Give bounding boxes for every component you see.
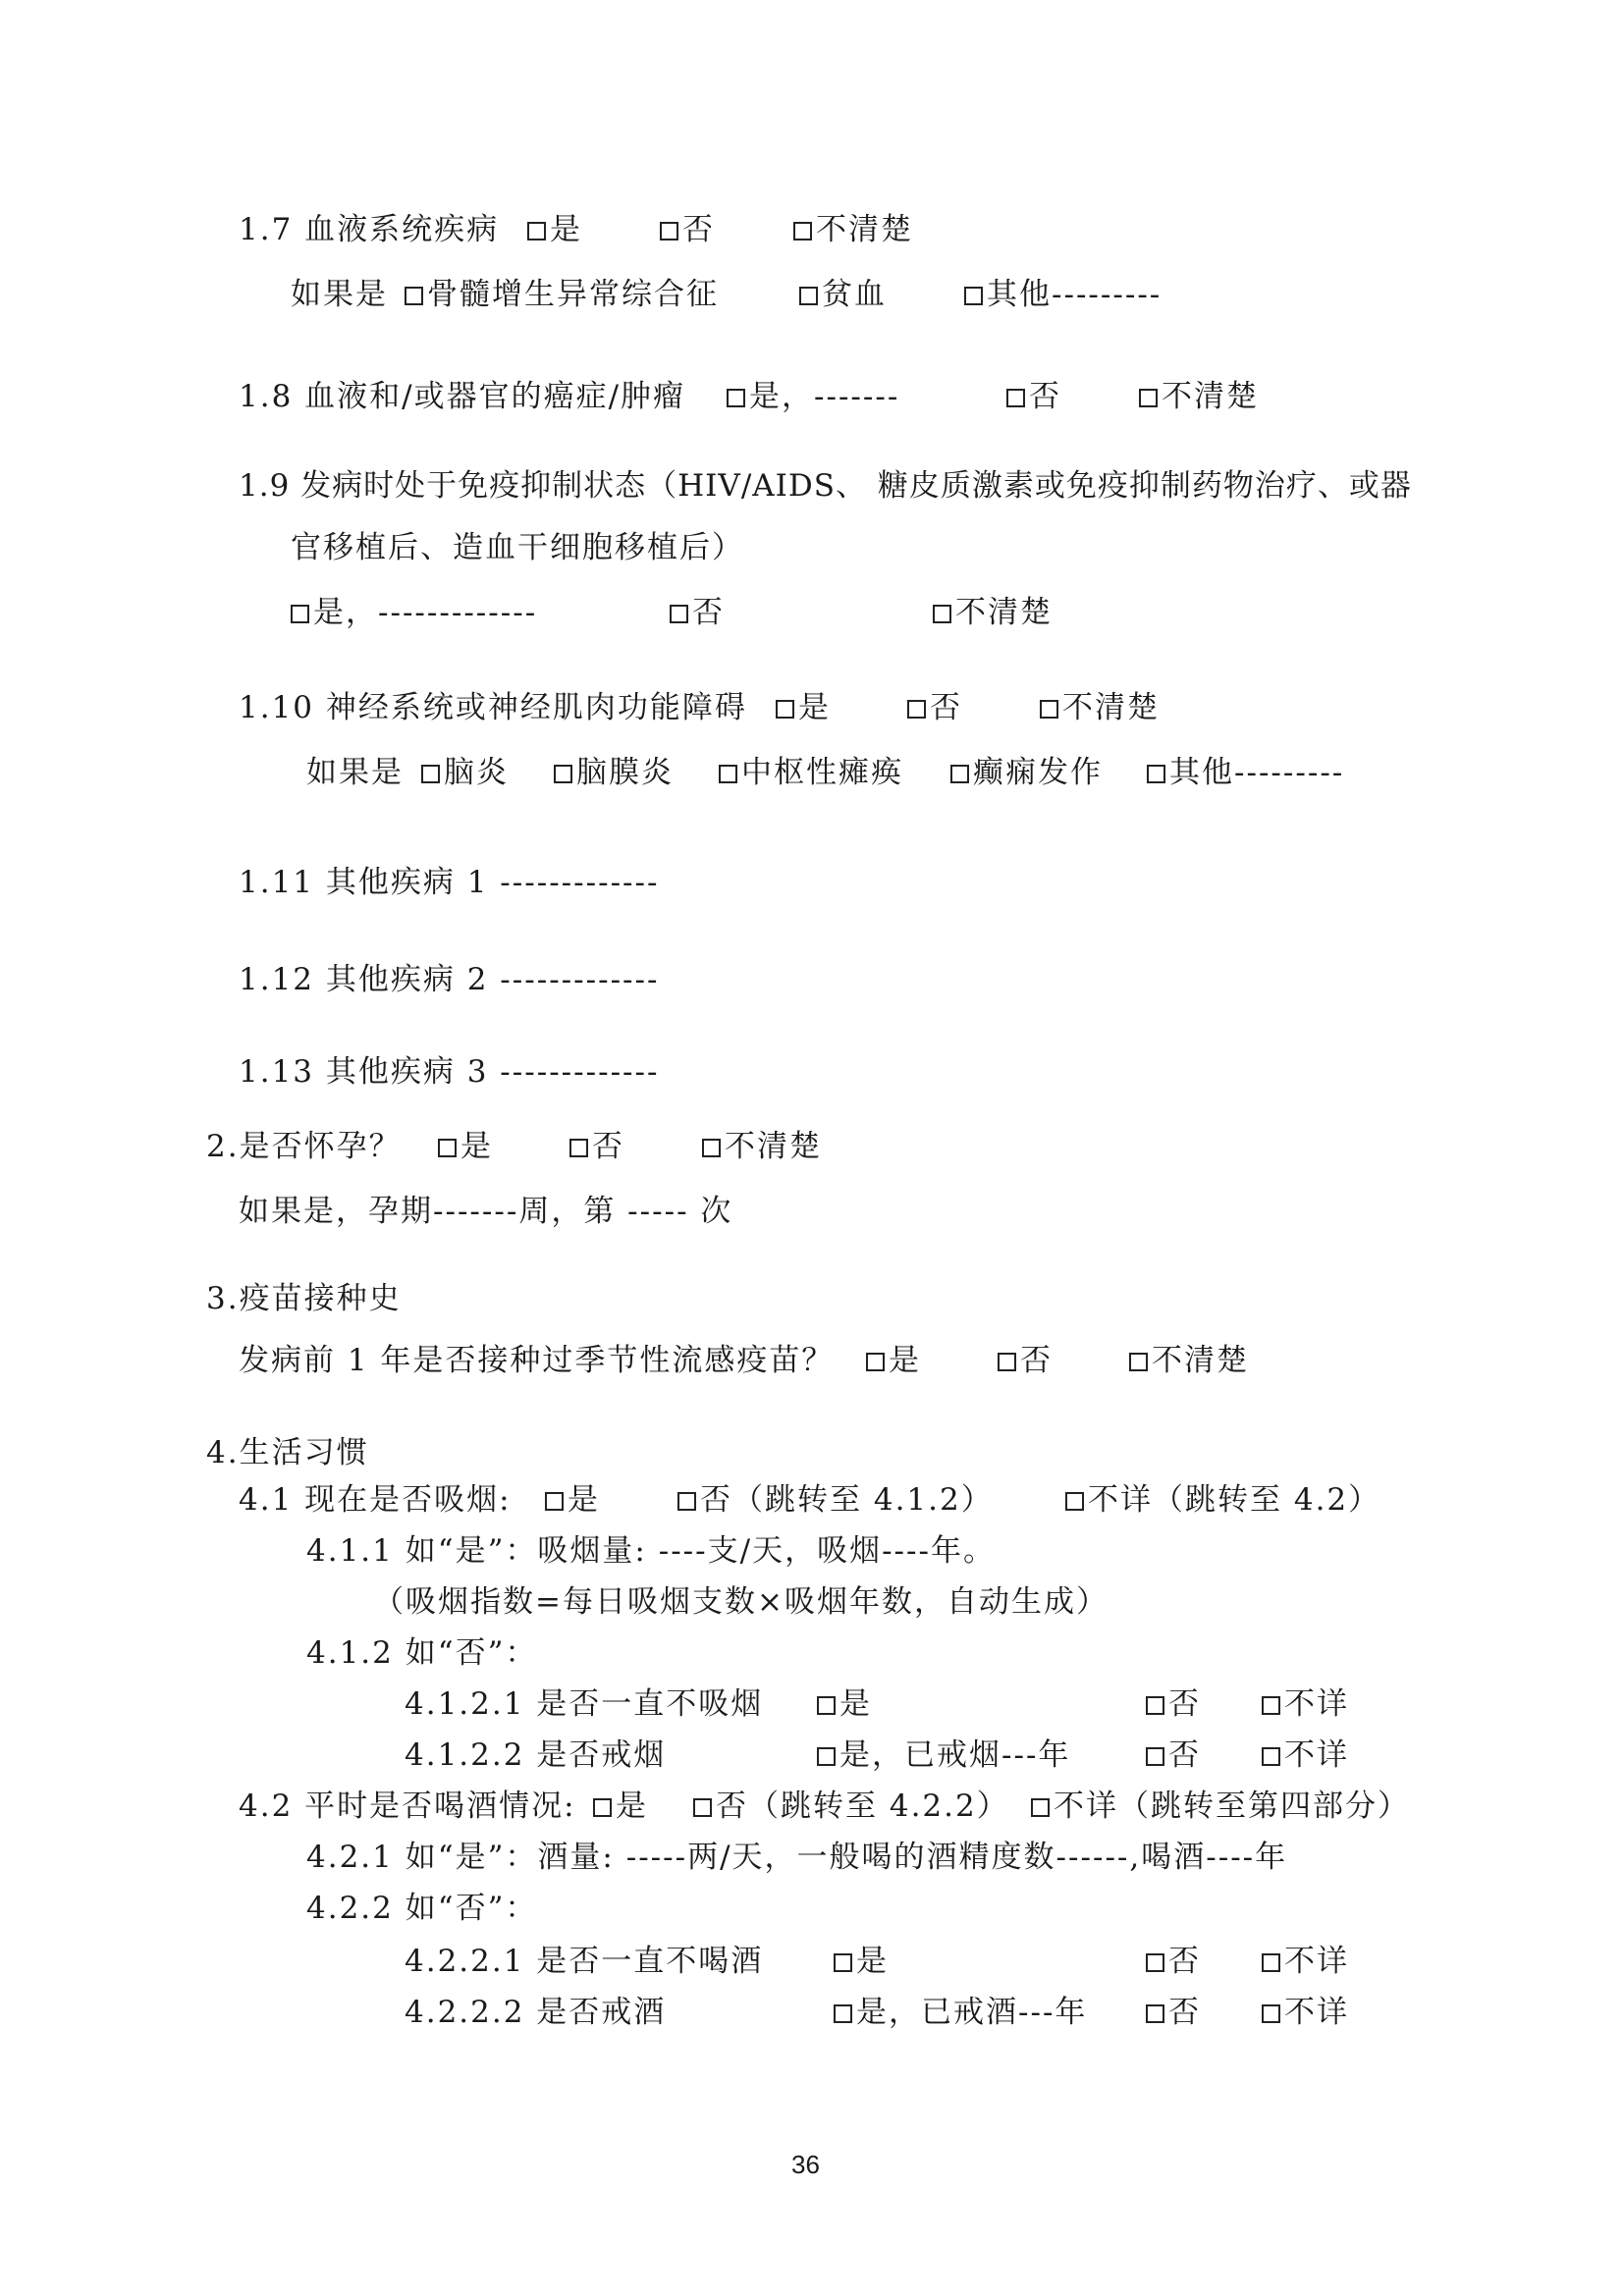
item-1-8-yes-option[interactable]: 是，------- (727, 382, 899, 412)
item-1-9-yes-option[interactable]: 是，------------- (291, 598, 537, 628)
checkbox[interactable] (702, 1139, 721, 1157)
checkbox[interactable] (866, 1353, 885, 1371)
q4-1-2-2-no-option[interactable]: 否 (1146, 1740, 1201, 1771)
item-1-7-unknown-option[interactable]: 不清楚 (793, 215, 913, 245)
checkbox[interactable] (1129, 1353, 1148, 1371)
checkbox[interactable] (964, 287, 983, 305)
item-1-10-sub-option-5[interactable]: 其他--------- (1147, 758, 1344, 788)
checkbox[interactable] (1146, 1696, 1164, 1715)
item-1-7-if-yes-label: 如果是 (291, 277, 388, 312)
checkbox[interactable] (1146, 1747, 1164, 1766)
checkbox[interactable] (817, 1696, 836, 1715)
checkbox[interactable] (1262, 1696, 1280, 1715)
section-2-yes-option[interactable]: 是 (438, 1132, 493, 1162)
checkbox[interactable] (1262, 2004, 1280, 2023)
item-1-7-sub-option-2[interactable]: 贫血 (799, 280, 887, 310)
item-1-10-sub-option-4[interactable]: 癫痫发作 (950, 758, 1103, 788)
q4-1-2-1-label: 4.1.2.1 是否一直不吸烟 (405, 1686, 764, 1722)
item-1-9-text-line-1: 1.9 发病时处于免疫抑制状态（HIV/AIDS、 糖皮质激素或免疫抑制药物治疗、或器 (239, 468, 1412, 504)
checkbox[interactable] (907, 700, 926, 719)
checkbox[interactable] (438, 1139, 457, 1157)
section-2-pregnancy-detail: 如果是，孕期-------周，第 ----- 次 (239, 1194, 733, 1229)
section-4-title: 4.生活习惯 (206, 1435, 369, 1470)
item-1-12-other-disease: 1.12 其他疾病 2 ------------- (239, 962, 660, 997)
q4-1-2-1-no-option[interactable]: 否 (1146, 1689, 1201, 1720)
section-3-question: 发病前 1 年是否接种过季节性流感疫苗？ (239, 1343, 835, 1378)
q4-2-2-label: 4.2.2 如“否”： (306, 1891, 538, 1926)
section-2-label: 2.是否怀孕？ (206, 1129, 402, 1164)
checkbox[interactable] (569, 1139, 588, 1157)
item-1-8-unknown-option[interactable]: 不清楚 (1139, 382, 1259, 412)
checkbox[interactable] (670, 605, 688, 623)
checkbox[interactable] (727, 389, 745, 407)
q4-1-2-1-unknown-option[interactable]: 不详 (1262, 1689, 1349, 1720)
q4-2-label: 4.2 平时是否喝酒情况: (239, 1789, 576, 1824)
item-1-8-no-option[interactable]: 否 (1006, 382, 1061, 412)
checkbox[interactable] (799, 287, 818, 305)
checkbox[interactable] (1147, 765, 1165, 783)
checkbox[interactable] (405, 287, 423, 305)
checkbox[interactable] (834, 2004, 852, 2023)
section-3-unknown-option[interactable]: 不清楚 (1129, 1346, 1249, 1376)
checkbox[interactable] (1262, 1953, 1280, 1972)
checkbox[interactable] (1006, 389, 1025, 407)
section-3-no-option[interactable]: 否 (998, 1346, 1053, 1376)
q4-1-2-1-yes-option[interactable]: 是 (817, 1689, 872, 1720)
item-1-10-sub-option-3[interactable]: 中枢性瘫痪 (719, 758, 903, 788)
item-1-10-sub-option-1[interactable]: 脑炎 (421, 758, 509, 788)
checkbox[interactable] (677, 1492, 696, 1511)
item-1-7-no-option[interactable]: 否 (660, 215, 715, 245)
checkbox[interactable] (834, 1953, 852, 1972)
q4-1-1-smoking-index-note: （吸烟指数=每日吸烟支数×吸烟年数，自动生成） (373, 1584, 1109, 1620)
q4-1-2-label: 4.1.2 如“否”： (306, 1635, 538, 1671)
q4-2-1-drinking-amount: 4.2.1 如“是”：酒量: -----两/天，一般喝的酒精度数------,喝酒----年 (306, 1840, 1288, 1875)
item-1-8-label: 1.8 血液和/或器官的癌症/肿瘤 (239, 379, 686, 414)
q4-2-yes-option[interactable]: 是 (593, 1791, 648, 1822)
item-1-9-text-line-2: 官移植后、造血干细胞移植后） (291, 530, 744, 565)
checkbox[interactable] (1031, 1798, 1050, 1817)
checkbox[interactable] (1262, 1747, 1280, 1766)
item-1-7-yes-option[interactable]: 是 (527, 215, 582, 245)
q4-1-yes-option[interactable]: 是 (545, 1485, 600, 1516)
q4-2-2-1-no-option[interactable]: 否 (1146, 1947, 1201, 1977)
checkbox[interactable] (1065, 1492, 1084, 1511)
q4-2-no-option[interactable]: 否（跳转至 4.2.2） (693, 1791, 1009, 1822)
item-1-10-sub-option-2[interactable]: 脑膜炎 (554, 758, 674, 788)
q4-1-unknown-option[interactable]: 不详（跳转至 4.2） (1065, 1485, 1380, 1516)
q4-2-2-2-unknown-option[interactable]: 不详 (1262, 1998, 1349, 2028)
item-1-10-yes-option[interactable]: 是 (776, 693, 831, 723)
section-2-no-option[interactable]: 否 (569, 1132, 624, 1162)
checkbox[interactable] (793, 222, 812, 240)
checkbox[interactable] (1146, 2004, 1164, 2023)
checkbox[interactable] (950, 765, 969, 783)
checkbox[interactable] (1139, 389, 1158, 407)
item-1-10-unknown-option[interactable]: 不清楚 (1040, 693, 1160, 723)
checkbox[interactable] (719, 765, 737, 783)
item-1-9-unknown-option[interactable]: 不清楚 (933, 598, 1053, 628)
checkbox[interactable] (421, 765, 440, 783)
section-2-unknown-option[interactable]: 不清楚 (702, 1132, 822, 1162)
checkbox[interactable] (817, 1747, 836, 1766)
section-3-yes-option[interactable]: 是 (866, 1346, 921, 1376)
q4-1-label: 4.1 现在是否吸烟: (239, 1482, 512, 1518)
q4-2-2-1-label: 4.2.2.1 是否一直不喝酒 (405, 1944, 764, 1979)
checkbox[interactable] (693, 1798, 712, 1817)
checkbox[interactable] (660, 222, 678, 240)
item-1-7-label: 1.7 血液系统疾病 (239, 212, 500, 247)
q4-2-2-2-label: 4.2.2.2 是否戒酒 (405, 1995, 667, 2030)
checkbox[interactable] (933, 605, 951, 623)
section-3-title: 3.疫苗接种史 (206, 1281, 402, 1316)
q4-1-2-2-unknown-option[interactable]: 不详 (1262, 1740, 1349, 1771)
q4-2-2-1-yes-option[interactable]: 是 (834, 1947, 889, 1977)
item-1-7-sub-option-3[interactable]: 其他--------- (964, 280, 1162, 310)
item-1-10-no-option[interactable]: 否 (907, 693, 962, 723)
checkbox[interactable] (291, 605, 309, 623)
q4-2-2-2-yes-option[interactable]: 是，已戒酒---年 (834, 1998, 1087, 2028)
checkbox[interactable] (527, 222, 546, 240)
q4-1-no-option[interactable]: 否（跳转至 4.1.2） (677, 1485, 994, 1516)
checkbox[interactable] (554, 765, 572, 783)
q4-1-1-smoking-amount: 4.1.1 如“是”：吸烟量: ----支/天，吸烟----年。 (306, 1533, 996, 1569)
q4-1-2-2-yes-option[interactable]: 是，已戒烟---年 (817, 1740, 1070, 1771)
checkbox[interactable] (776, 700, 794, 719)
checkbox[interactable] (593, 1798, 612, 1817)
item-1-10-if-yes-label: 如果是 (306, 755, 404, 790)
checkbox[interactable] (1040, 700, 1058, 719)
checkbox[interactable] (1146, 1953, 1164, 1972)
item-1-13-other-disease: 1.13 其他疾病 3 ------------- (239, 1054, 660, 1090)
checkbox[interactable] (545, 1492, 564, 1511)
item-1-11-other-disease: 1.11 其他疾病 1 ------------- (239, 865, 660, 900)
item-1-9-no-option[interactable]: 否 (670, 598, 725, 628)
item-1-10-label: 1.10 神经系统或神经肌肉功能障碍 (239, 690, 747, 725)
item-1-7-sub-option-1[interactable]: 骨髓增生异常综合征 (405, 280, 719, 310)
page-number: 36 (791, 2150, 820, 2179)
q4-2-2-2-no-option[interactable]: 否 (1146, 1998, 1201, 2028)
q4-2-unknown-option[interactable]: 不详（跳转至第四部分） (1031, 1791, 1410, 1822)
checkbox[interactable] (998, 1353, 1016, 1371)
q4-1-2-2-label: 4.1.2.2 是否戒烟 (405, 1737, 667, 1773)
q4-2-2-1-unknown-option[interactable]: 不详 (1262, 1947, 1349, 1977)
